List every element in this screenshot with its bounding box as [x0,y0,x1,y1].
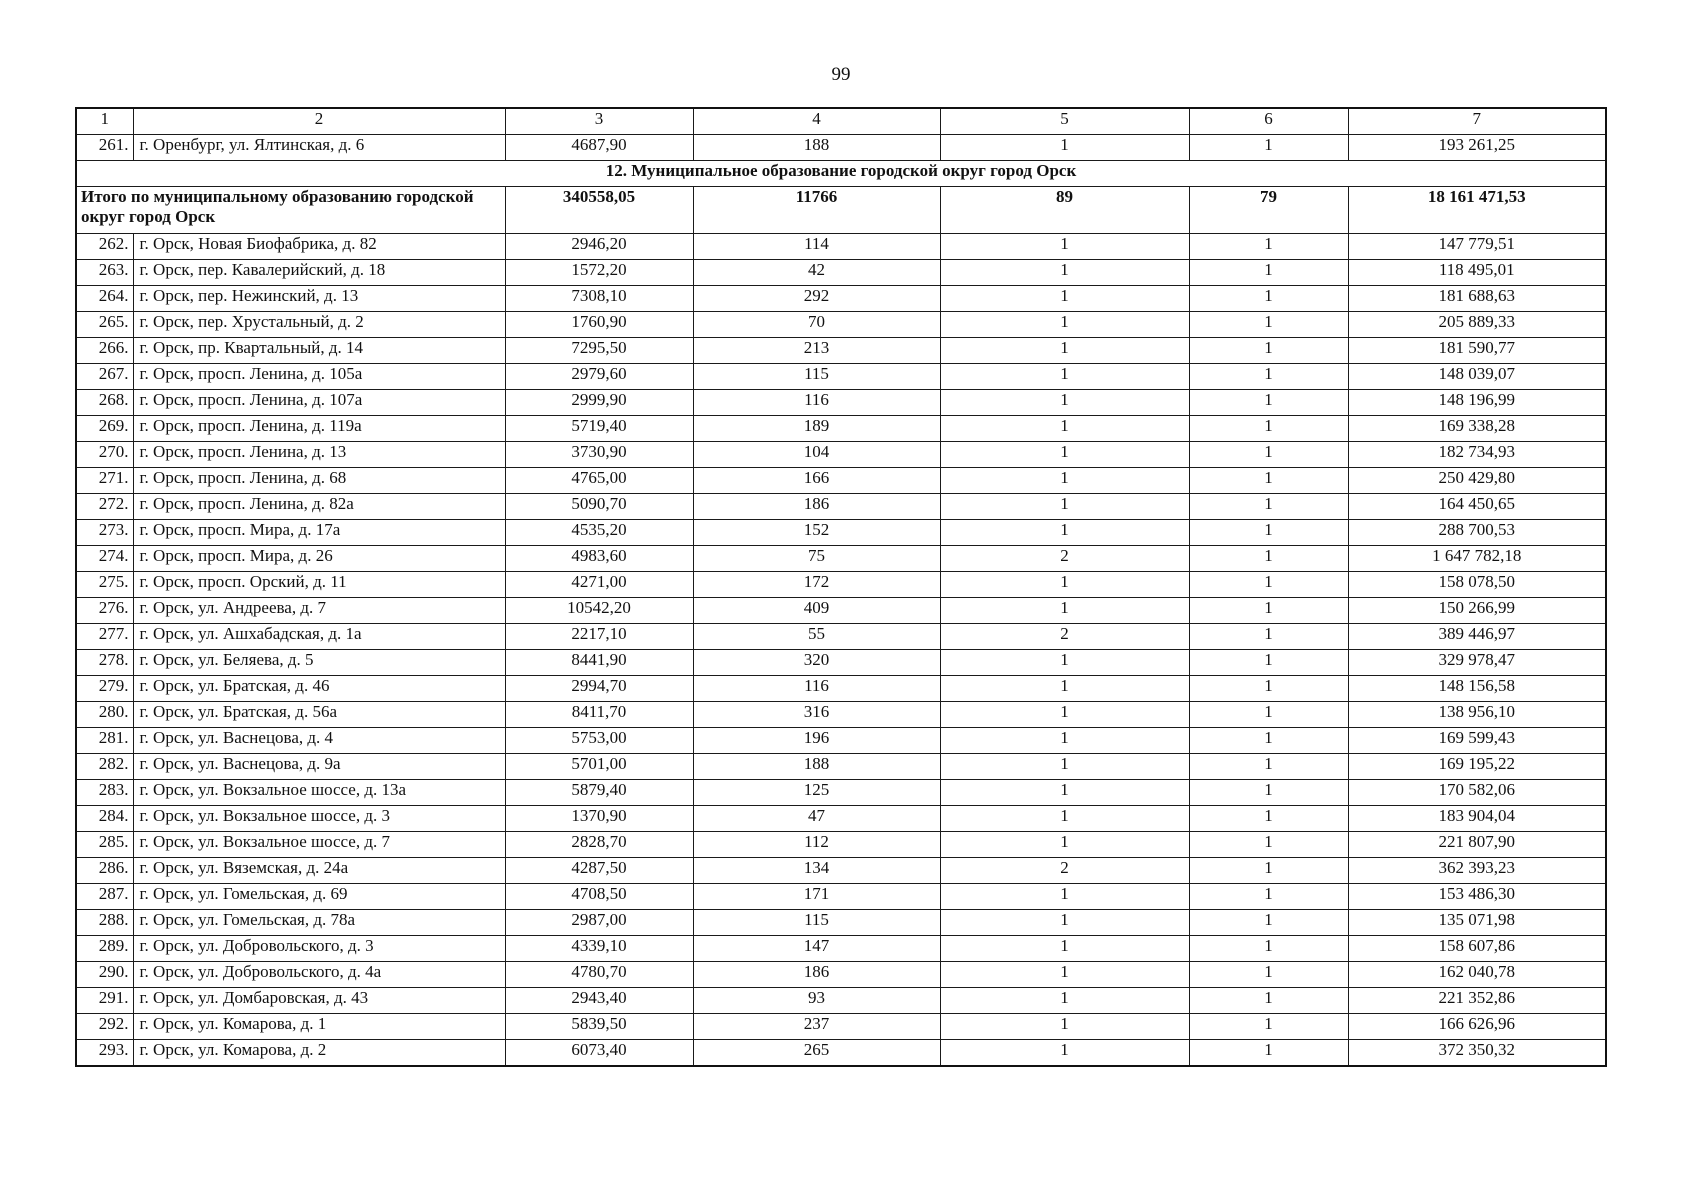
residents-cell: 316 [693,702,940,728]
cost-cell: 148 156,58 [1348,676,1606,702]
col6-cell: 1 [1189,858,1348,884]
row-number: 261. [76,135,133,161]
area-cell: 10542,20 [505,598,693,624]
col6-cell: 1 [1189,442,1348,468]
address-cell: г. Орск, ул. Добровольского, д. 3 [133,936,505,962]
residents-cell: 292 [693,286,940,312]
residents-cell: 115 [693,364,940,390]
address-cell: г. Орск, пер. Нежинский, д. 13 [133,286,505,312]
address-cell: г. Орск, ул. Гомельская, д. 78а [133,910,505,936]
col6-cell: 1 [1189,910,1348,936]
area-cell: 4780,70 [505,962,693,988]
table-row [76,754,1606,780]
residents-cell: 114 [693,234,940,260]
cost-cell: 372 350,32 [1348,1040,1606,1067]
header-cell: 2 [133,108,505,135]
residents-cell: 172 [693,572,940,598]
area-cell: 3730,90 [505,442,693,468]
row-number: 283. [76,780,133,806]
address-cell: г. Орск, просп. Мира, д. 26 [133,546,505,572]
cost-cell: 205 889,33 [1348,312,1606,338]
address-cell: г. Орск, просп. Ленина, д. 119а [133,416,505,442]
address-cell: г. Орск, ул. Беляева, д. 5 [133,650,505,676]
col5-cell: 1 [940,1040,1189,1067]
area-cell: 4535,20 [505,520,693,546]
cost-cell: 181 590,77 [1348,338,1606,364]
area-cell: 6073,40 [505,1040,693,1067]
table-row [76,520,1606,546]
residents-cell: 237 [693,1014,940,1040]
residents-cell: 125 [693,780,940,806]
row-number: 277. [76,624,133,650]
total-cost: 18 161 471,53 [1348,187,1606,234]
total-col5: 89 [940,187,1189,234]
area-cell: 2828,70 [505,832,693,858]
col6-cell: 1 [1189,260,1348,286]
col5-cell: 1 [940,962,1189,988]
page-number: 99 [831,64,851,85]
cost-cell: 183 904,04 [1348,806,1606,832]
address-cell: г. Орск, просп. Орский, д. 11 [133,572,505,598]
col6-cell: 1 [1189,286,1348,312]
col5-cell: 1 [940,702,1189,728]
cost-cell: 153 486,30 [1348,884,1606,910]
col5-cell: 1 [940,468,1189,494]
col6-cell: 1 [1189,1014,1348,1040]
header-cell: 3 [505,108,693,135]
address-cell: г. Орск, ул. Гомельская, д. 69 [133,884,505,910]
cost-cell: 166 626,96 [1348,1014,1606,1040]
table-row [76,858,1606,884]
table-row [76,780,1606,806]
header-cell: 5 [940,108,1189,135]
cost-cell: 181 688,63 [1348,286,1606,312]
address-cell: г. Орск, просп. Ленина, д. 82а [133,494,505,520]
col5-cell: 1 [940,416,1189,442]
row-number: 262. [76,234,133,260]
residents-cell: 116 [693,390,940,416]
row-number: 279. [76,676,133,702]
area-cell: 8441,90 [505,650,693,676]
area-cell: 7295,50 [505,338,693,364]
col5-cell: 1 [940,572,1189,598]
table-row [76,390,1606,416]
header-cell: 6 [1189,108,1348,135]
cost-cell: 158 078,50 [1348,572,1606,598]
address-cell: г. Орск, ул. Вяземская, д. 24а [133,858,505,884]
table-row [76,234,1606,260]
housing-table [75,107,1607,1067]
col5-cell: 1 [940,390,1189,416]
col6-cell: 1 [1189,234,1348,260]
address-cell: г. Орск, ул. Комарова, д. 2 [133,1040,505,1067]
residents-cell: 213 [693,338,940,364]
area-cell: 2217,10 [505,624,693,650]
col6-cell: 1 [1189,806,1348,832]
col5-cell: 1 [940,442,1189,468]
col6-cell: 1 [1189,1040,1348,1067]
col6-cell: 1 [1189,962,1348,988]
area-cell: 4765,00 [505,468,693,494]
residents-cell: 116 [693,676,940,702]
table-row [76,286,1606,312]
col5-cell: 2 [940,624,1189,650]
area-cell: 2943,40 [505,988,693,1014]
section-title: 12. Муниципальное образование городской округ город Орск [76,161,1606,187]
col5-cell: 1 [940,494,1189,520]
col6-cell: 1 [1189,546,1348,572]
address-cell: г. Орск, просп. Мира, д. 17а [133,520,505,546]
cost-cell: 169 338,28 [1348,416,1606,442]
table-row [76,312,1606,338]
address-cell: г. Орск, ул. Вокзальное шоссе, д. 7 [133,832,505,858]
cost-cell: 164 450,65 [1348,494,1606,520]
row-number: 265. [76,312,133,338]
cost-cell: 150 266,99 [1348,598,1606,624]
col6-cell: 1 [1189,936,1348,962]
total-residents: 11766 [693,187,940,234]
row-number: 273. [76,520,133,546]
col5-cell: 1 [940,676,1189,702]
address-cell: г. Орск, ул. Вокзальное шоссе, д. 3 [133,806,505,832]
table-row [76,676,1606,702]
col6-cell: 1 [1189,884,1348,910]
col5-cell: 1 [940,910,1189,936]
row-number: 284. [76,806,133,832]
col6-cell: 1 [1189,624,1348,650]
residents-cell: 104 [693,442,940,468]
cost-cell: 118 495,01 [1348,260,1606,286]
table-row [76,1014,1606,1040]
col5-cell: 1 [940,806,1189,832]
residents-cell: 320 [693,650,940,676]
col6-cell: 1 [1189,338,1348,364]
col6-cell: 1 [1189,416,1348,442]
col6-cell: 1 [1189,754,1348,780]
area-cell: 4271,00 [505,572,693,598]
address-cell: г. Орск, ул. Васнецова, д. 4 [133,728,505,754]
table-body [76,108,1606,1066]
table-row [76,910,1606,936]
area-cell: 4708,50 [505,884,693,910]
address-cell: г. Орск, ул. Добровольского, д. 4а [133,962,505,988]
row-number: 276. [76,598,133,624]
table-row [76,988,1606,1014]
row-number: 287. [76,884,133,910]
residents-cell: 166 [693,468,940,494]
row-number: 282. [76,754,133,780]
row-number: 270. [76,442,133,468]
row-number: 278. [76,650,133,676]
area-cell: 1370,90 [505,806,693,832]
residents-cell: 147 [693,936,940,962]
table-row [76,650,1606,676]
address-cell: г. Орск, ул. Васнецова, д. 9а [133,754,505,780]
area-cell: 5719,40 [505,416,693,442]
area-cell: 5090,70 [505,494,693,520]
col6-cell: 1 [1189,520,1348,546]
residents-cell: 188 [693,754,940,780]
table-row [76,624,1606,650]
cost-cell: 329 978,47 [1348,650,1606,676]
col5-cell: 1 [940,286,1189,312]
area-cell: 5701,00 [505,754,693,780]
table-row [76,832,1606,858]
residents-cell: 171 [693,884,940,910]
address-cell: г. Орск, ул. Братская, д. 56а [133,702,505,728]
address-cell: г. Орск, ул. Комарова, д. 1 [133,1014,505,1040]
table-row [76,728,1606,754]
area-cell: 1760,90 [505,312,693,338]
col5-cell: 1 [940,728,1189,754]
residents-cell: 42 [693,260,940,286]
address-cell: г. Орск, пер. Кавалерийский, д. 18 [133,260,505,286]
address-cell: г. Орск, ул. Ашхабадская, д. 1а [133,624,505,650]
area-cell: 5879,40 [505,780,693,806]
row-number: 292. [76,1014,133,1040]
col5-cell: 2 [940,858,1189,884]
address-cell: г. Орск, ул. Вокзальное шоссе, д. 13а [133,780,505,806]
col5-cell: 1 [940,338,1189,364]
col6-cell: 1 [1189,598,1348,624]
row-number: 274. [76,546,133,572]
area-cell: 4287,50 [505,858,693,884]
area-cell: 2994,70 [505,676,693,702]
col5-cell: 1 [940,832,1189,858]
table-row [76,494,1606,520]
address-cell: г. Орск, просп. Ленина, д. 13 [133,442,505,468]
area-cell: 2979,60 [505,364,693,390]
residents-cell: 186 [693,962,940,988]
row-number: 266. [76,338,133,364]
row-number: 272. [76,494,133,520]
header-cell: 1 [76,108,133,135]
cost-cell: 221 352,86 [1348,988,1606,1014]
col6-cell: 1 [1189,572,1348,598]
row-number: 275. [76,572,133,598]
cost-cell: 148 039,07 [1348,364,1606,390]
area-cell: 4339,10 [505,936,693,962]
cost-cell: 170 582,06 [1348,780,1606,806]
row-number: 290. [76,962,133,988]
col5-cell: 1 [940,936,1189,962]
cost-cell: 162 040,78 [1348,962,1606,988]
residents-cell: 409 [693,598,940,624]
table-row [76,962,1606,988]
col5-cell: 1 [940,988,1189,1014]
area-cell: 1572,20 [505,260,693,286]
area-cell: 8411,70 [505,702,693,728]
total-row [76,187,1606,234]
area-cell: 4983,60 [505,546,693,572]
cost-cell: 193 261,25 [1348,135,1606,161]
col5-cell: 1 [940,650,1189,676]
table-row [76,546,1606,572]
row-number: 263. [76,260,133,286]
table-row [76,1040,1606,1067]
row-number: 267. [76,364,133,390]
address-cell: г. Орск, Новая Биофабрика, д. 82 [133,234,505,260]
area-cell: 7308,10 [505,286,693,312]
table-row [76,260,1606,286]
col5-cell: 1 [940,520,1189,546]
row-number: 264. [76,286,133,312]
table-row [76,598,1606,624]
area-cell: 2999,90 [505,390,693,416]
col5-cell: 1 [940,135,1189,161]
table-row [76,806,1606,832]
address-cell: г. Орск, просп. Ленина, д. 105а [133,364,505,390]
residents-cell: 152 [693,520,940,546]
total-area: 340558,05 [505,187,693,234]
table-row [76,702,1606,728]
residents-cell: 115 [693,910,940,936]
cost-cell: 288 700,53 [1348,520,1606,546]
address-cell: г. Орск, пр. Квартальный, д. 14 [133,338,505,364]
cost-cell: 147 779,51 [1348,234,1606,260]
area-cell: 2946,20 [505,234,693,260]
cost-cell: 362 393,23 [1348,858,1606,884]
residents-cell: 196 [693,728,940,754]
residents-cell: 47 [693,806,940,832]
col6-cell: 1 [1189,676,1348,702]
cost-cell: 169 195,22 [1348,754,1606,780]
address-cell: г. Орск, ул. Братская, д. 46 [133,676,505,702]
table-row [76,572,1606,598]
col6-cell: 1 [1189,650,1348,676]
table-row [76,416,1606,442]
area-cell: 2987,00 [505,910,693,936]
cost-cell: 250 429,80 [1348,468,1606,494]
col5-cell: 1 [940,780,1189,806]
row-number: 281. [76,728,133,754]
row-number: 286. [76,858,133,884]
area-cell: 4687,90 [505,135,693,161]
col6-cell: 1 [1189,702,1348,728]
row-number: 289. [76,936,133,962]
cost-cell: 182 734,93 [1348,442,1606,468]
header-cell: 7 [1348,108,1606,135]
row-number: 271. [76,468,133,494]
row-number: 293. [76,1040,133,1067]
cost-cell: 138 956,10 [1348,702,1606,728]
section-row [76,161,1606,187]
address-cell: г. Орск, пер. Хрустальный, д. 2 [133,312,505,338]
col6-cell: 1 [1189,364,1348,390]
col6-cell: 1 [1189,494,1348,520]
address-cell: г. Орск, ул. Домбаровская, д. 43 [133,988,505,1014]
col5-cell: 1 [940,1014,1189,1040]
total-label: Итого по муниципальному образованию городской округ город Орск [76,187,505,234]
address-cell: г. Орск, просп. Ленина, д. 107а [133,390,505,416]
table-row [76,338,1606,364]
residents-cell: 134 [693,858,940,884]
residents-cell: 186 [693,494,940,520]
residents-cell: 75 [693,546,940,572]
residents-cell: 93 [693,988,940,1014]
residents-cell: 112 [693,832,940,858]
col5-cell: 2 [940,546,1189,572]
col5-cell: 1 [940,884,1189,910]
row-number: 280. [76,702,133,728]
cost-cell: 169 599,43 [1348,728,1606,754]
col6-cell: 1 [1189,780,1348,806]
residents-cell: 70 [693,312,940,338]
header-cell: 4 [693,108,940,135]
area-cell: 5839,50 [505,1014,693,1040]
table-row [76,884,1606,910]
row-number: 285. [76,832,133,858]
residents-cell: 55 [693,624,940,650]
address-cell: г. Орск, просп. Ленина, д. 68 [133,468,505,494]
cost-cell: 158 607,86 [1348,936,1606,962]
row-number: 291. [76,988,133,1014]
table-row [76,364,1606,390]
col5-cell: 1 [940,364,1189,390]
table-row [76,442,1606,468]
table-row [76,135,1606,161]
col5-cell: 1 [940,312,1189,338]
address-cell: г. Орск, ул. Андреева, д. 7 [133,598,505,624]
table-row [76,468,1606,494]
col6-cell: 1 [1189,832,1348,858]
col5-cell: 1 [940,260,1189,286]
residents-cell: 265 [693,1040,940,1067]
col6-cell: 1 [1189,312,1348,338]
col6-cell: 1 [1189,468,1348,494]
cost-cell: 1 647 782,18 [1348,546,1606,572]
col6-cell: 1 [1189,135,1348,161]
col5-cell: 1 [940,234,1189,260]
col5-cell: 1 [940,598,1189,624]
residents-cell: 188 [693,135,940,161]
row-number: 288. [76,910,133,936]
header-row [76,108,1606,135]
address-cell: г. Оренбург, ул. Ялтинская, д. 6 [133,135,505,161]
cost-cell: 148 196,99 [1348,390,1606,416]
col6-cell: 1 [1189,728,1348,754]
col6-cell: 1 [1189,988,1348,1014]
cost-cell: 389 446,97 [1348,624,1606,650]
cost-cell: 221 807,90 [1348,832,1606,858]
total-col6: 79 [1189,187,1348,234]
row-number: 268. [76,390,133,416]
cost-cell: 135 071,98 [1348,910,1606,936]
col5-cell: 1 [940,754,1189,780]
table-row [76,936,1606,962]
row-number: 269. [76,416,133,442]
area-cell: 5753,00 [505,728,693,754]
residents-cell: 189 [693,416,940,442]
col6-cell: 1 [1189,390,1348,416]
